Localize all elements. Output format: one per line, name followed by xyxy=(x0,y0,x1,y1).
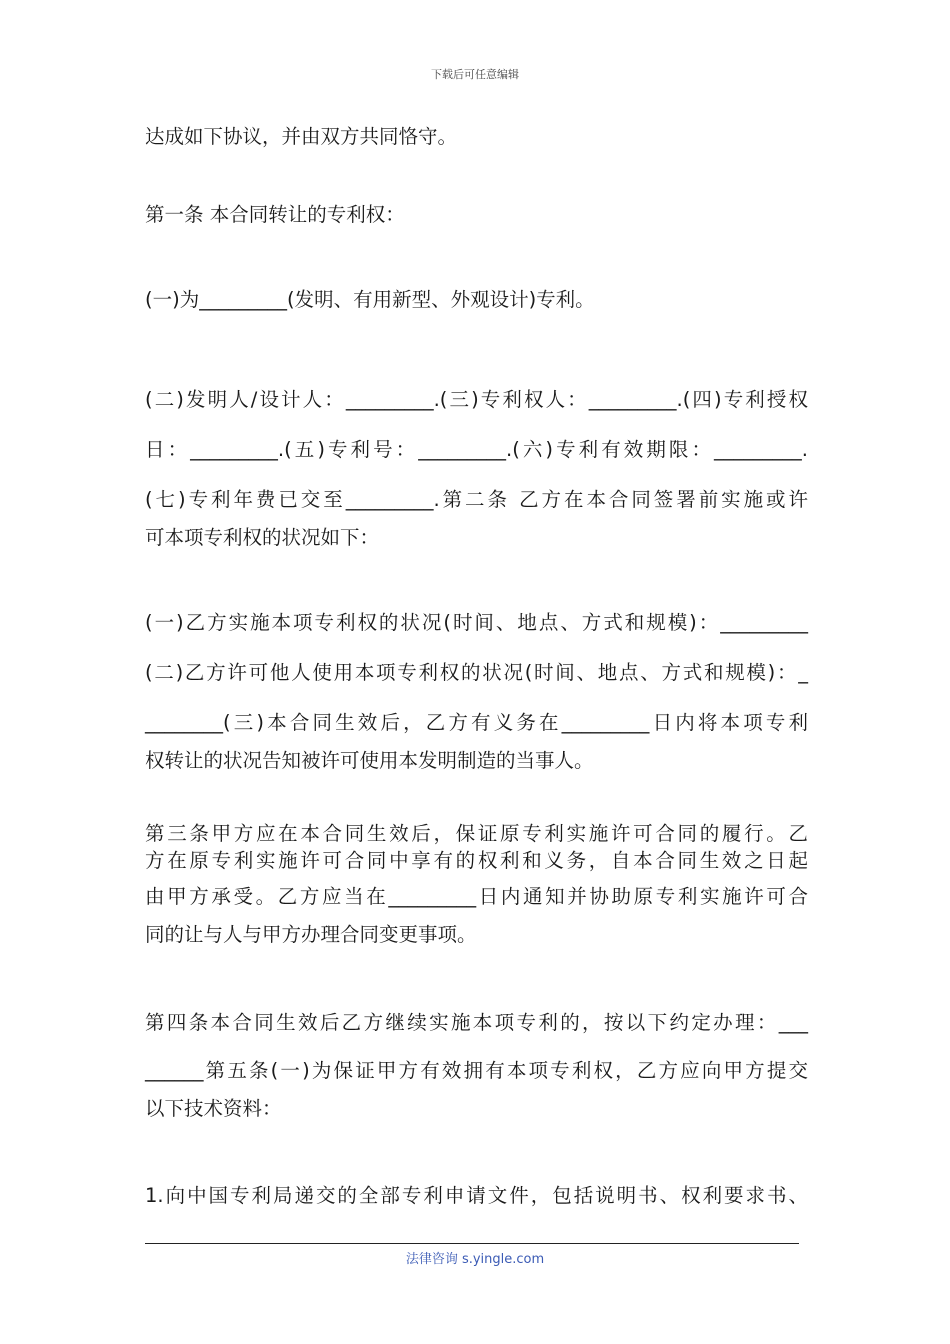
text-line: (一)为_________(发明、有用新型、外观设计)专利。 xyxy=(145,288,595,311)
text-line: 第三条甲方应在本合同生效后，保证原专利实施许可合同的履行。乙 xyxy=(145,822,808,845)
text-line: (二)乙方许可他人使用本项专利权的状况(时间、地点、方式和规模)：_ xyxy=(145,661,808,684)
text-line: 达成如下协议，并由双方共同恪守。 xyxy=(145,125,458,148)
footer-divider xyxy=(145,1243,799,1244)
page-footer: 法律咨询 s.yingle.com xyxy=(405,1252,545,1267)
text-line: 由甲方承受。乙方应当在_________日内通知并协助原专利实施许可合 xyxy=(145,885,808,908)
text-line: 1.向中国专利局递交的全部专利申请文件，包括说明书、权利要求书、 xyxy=(145,1184,808,1207)
text-line: 可本项专利权的状况如下： xyxy=(145,526,380,549)
text-line: 日：_________.(五)专利号：_________.(六)专利有效期限：_________. xyxy=(145,438,808,461)
text-line: 第一条 本合同转让的专利权： xyxy=(145,203,405,226)
page-header: 下载后可任意编辑 xyxy=(431,68,519,81)
text-line: 同的让与人与甲方办理合同变更事项。 xyxy=(145,923,477,946)
text-line: (二)发明人/设计人：_________.(三)专利权人：_________.(四)专利授权 xyxy=(145,388,808,411)
text-line: 方在原专利实施许可合同中享有的权利和义务，自本合同生效之日起 xyxy=(145,849,808,872)
text-line: (七)专利年费已交至_________.第二条 乙方在本合同签署前实施或许 xyxy=(145,488,808,511)
text-line: 第四条本合同生效后乙方继续实施本项专利的，按以下约定办理：___ xyxy=(145,1011,808,1034)
text-line: ______第五条(一)为保证甲方有效拥有本项专利权，乙方应向甲方提交 xyxy=(145,1059,808,1082)
text-line: ________(三)本合同生效后，乙方有义务在_________日内将本项专利 xyxy=(145,711,808,734)
text-line: (一)乙方实施本项专利权的状况(时间、地点、方式和规模)：_________ xyxy=(145,611,808,634)
text-line: 权转让的状况告知被许可使用本发明制造的当事人。 xyxy=(145,749,594,772)
text-line: 以下技术资料： xyxy=(145,1097,282,1120)
